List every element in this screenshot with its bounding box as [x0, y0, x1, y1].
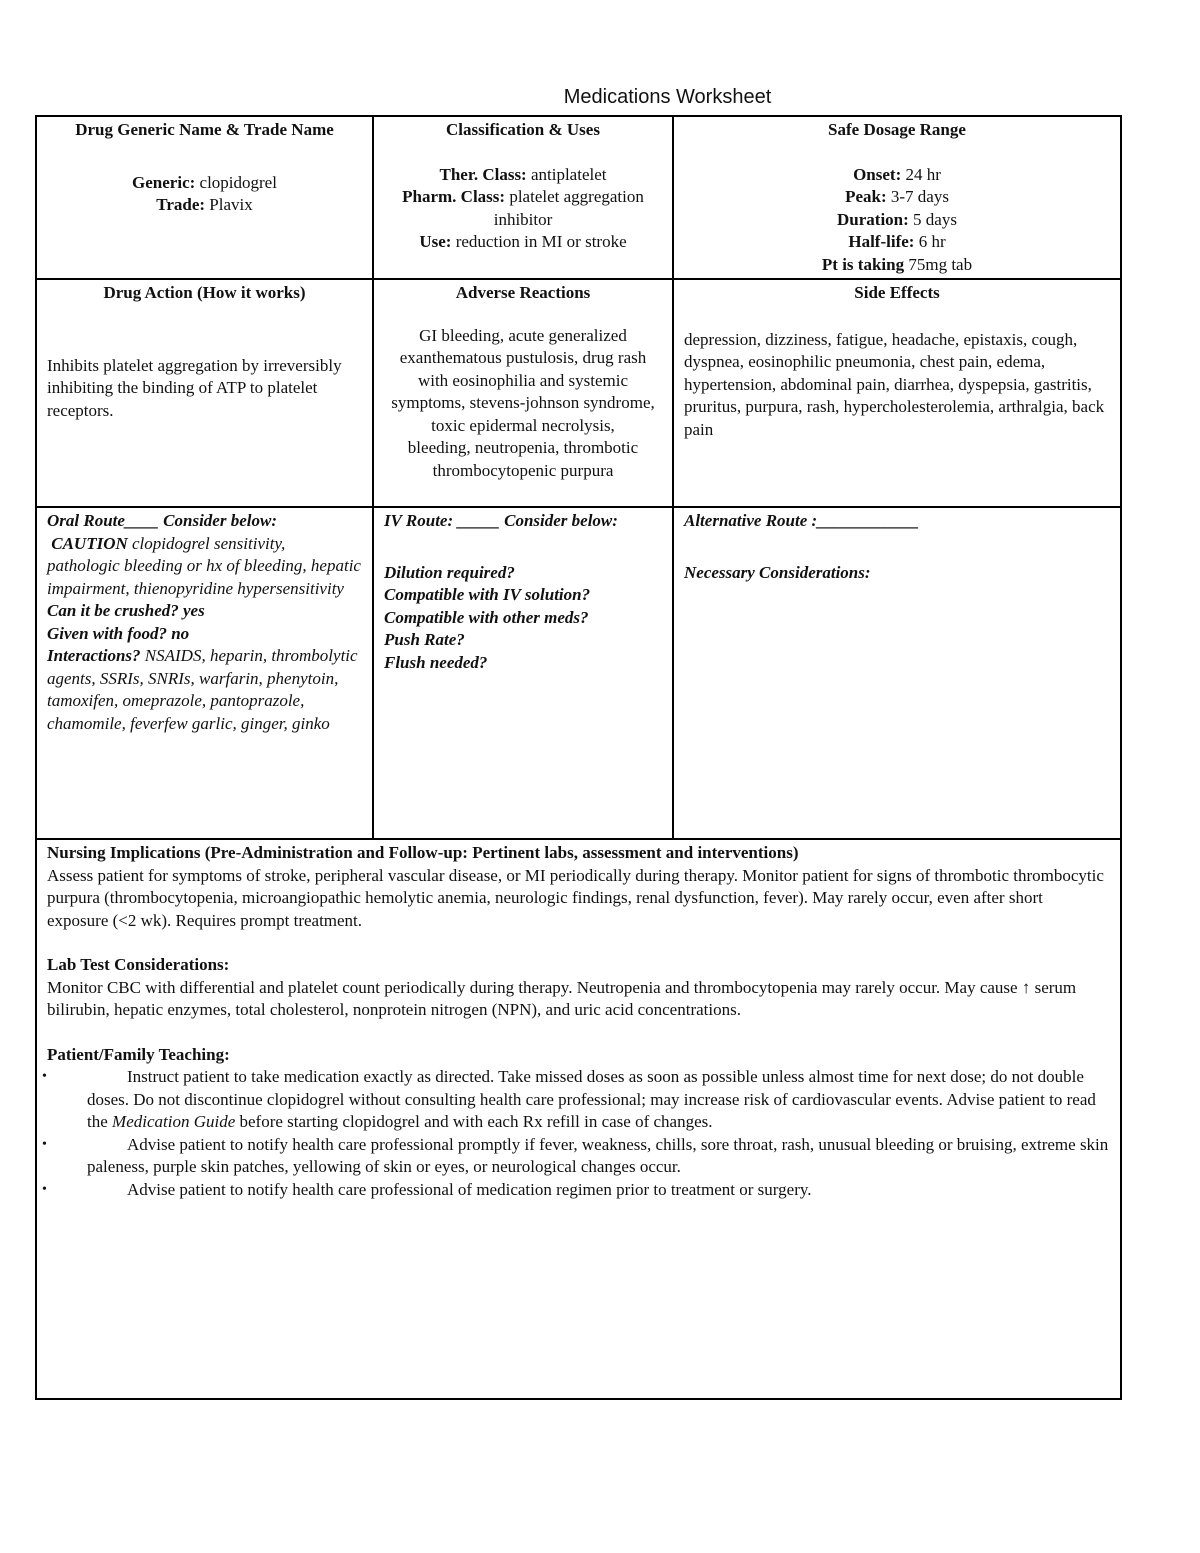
interactions-text: NSAIDS, heparin, thrombolytic agents, SSRIs, SNRIs, warfarin, phenytoin, tamoxifen, omeprazole, pantoprazole, chamomile, feverfew garlic, ginger, ginko	[47, 646, 358, 733]
drug-action-text: Inhibits platelet aggregation by irreversibly inhibiting the binding of ATP to platelet receptors.	[47, 355, 342, 420]
alternative-route-cell	[674, 508, 1120, 838]
dosage-header: Safe Dosage Range	[828, 120, 966, 139]
trade-label: Trade:	[156, 195, 206, 214]
ther-class-label: Ther. Class:	[439, 164, 527, 184]
adverse-reactions-text: GI bleeding, acute generalized exanthematous pustulosis, drug rash with eosinophilia and systemic symptoms, stevens-johnson syndrome, toxic epidermal necrolysis,	[391, 325, 655, 435]
onset-value: 24 hr	[905, 164, 941, 184]
caution-label: CAUTION	[51, 533, 128, 553]
drug-name-header: Drug Generic Name & Trade Name	[75, 120, 334, 139]
push-rate-question: Push Rate?	[384, 630, 465, 649]
halflife-label: Half-life:	[848, 232, 915, 251]
teaching-header: Patient/Family Teaching:	[47, 1044, 230, 1064]
food-question: Given with food? no	[47, 623, 190, 643]
adverse-reactions-cell	[374, 280, 674, 506]
use-value: reduction in MI or stroke	[455, 232, 627, 251]
dosage-cell	[674, 117, 1120, 278]
other-meds-question: Compatible with other meds?	[384, 607, 589, 627]
table-row	[37, 508, 1120, 840]
side-effects-cell	[674, 280, 1120, 506]
list-item: • Advise patient to notify health care professional promptly if fever, weakness, chills, sore throat, rash, unusual bleeding or bruising, extreme skin paleness, purple skin patches, yellowing of skin or eyes, or neurological changes occur.	[42, 1134, 1109, 1176]
pt-taking-value: 75mg tab	[908, 254, 973, 274]
interactions-label: Interactions?	[47, 646, 141, 665]
bullet-icon: •	[42, 1181, 47, 1197]
list-item: • Instruct patient to take medication exactly as directed. Take missed doses as soon as possible unless almost time for next dose; do not double doses. Do not discontinue clopidogrel without consulting health care professional; may increase risk of cardiovascular events. Advise patient to read the Medication Guide before starting clopidogrel and with each Rx refill in case of changes.	[42, 1067, 1096, 1131]
dilution-question: Dilution required?	[384, 562, 515, 582]
generic-label: Generic:	[132, 172, 196, 192]
iv-route-cell	[374, 508, 674, 838]
nursing-implications-section	[37, 840, 1120, 1201]
caution-text: clopidogrel sensitivity, pathologic bleeding or hx of bleeding, hepatic impairment, thienopyridine hypersensitivity	[47, 533, 361, 598]
crushed-question: Can it be crushed? yes	[47, 601, 205, 620]
classification-header: Classification & Uses	[446, 120, 600, 139]
page-title: Medications Worksheet	[563, 86, 772, 108]
table-row	[37, 117, 1120, 280]
teaching-list	[42, 1066, 1120, 1201]
iv-route-label: IV Route: _____ Consider below:	[384, 511, 618, 530]
duration-label: Duration:	[837, 209, 909, 229]
adverse-reactions-header: Adverse Reactions	[455, 283, 591, 302]
pharm-class-value: platelet aggregation inhibitor	[493, 187, 644, 229]
iv-solution-question: Compatible with IV solution?	[384, 585, 591, 604]
oral-route-cell	[37, 508, 374, 838]
bullet-icon: •	[42, 1136, 47, 1152]
bullet-icon: •	[42, 1069, 47, 1084]
onset-label: Onset:	[853, 164, 902, 184]
generic-value: clopidogrel	[199, 172, 277, 192]
pharm-class-label: Pharm. Class:	[402, 187, 506, 206]
halflife-value: 6 hr	[918, 232, 946, 251]
adverse-reactions-text-2: bleeding, neutropenia, thrombotic thrombocytopenic purpura	[407, 438, 639, 480]
drug-action-cell	[37, 280, 374, 506]
trade-value: Plavix	[209, 195, 253, 214]
nursing-header: Nursing Implications (Pre-Administration and Follow-up: Pertinent labs, assessment and interventions)	[47, 843, 799, 862]
list-item: • Advise patient to notify health care professional of medication regimen prior to treatment or surgery.	[47, 1179, 1120, 1202]
worksheet-table	[35, 115, 1122, 1400]
use-label: Use:	[419, 232, 452, 251]
oral-route-label: Oral Route____ Consider below:	[47, 511, 277, 530]
ther-class-value: antiplatelet	[530, 164, 607, 184]
necessary-considerations: Necessary Considerations:	[684, 562, 871, 582]
drug-name-cell	[37, 117, 374, 278]
peak-value: 3-7 days	[890, 187, 949, 206]
peak-label: Peak:	[845, 187, 887, 206]
pt-taking-label: Pt is taking	[821, 254, 905, 274]
table-row	[37, 280, 1120, 508]
alternative-route-label: Alternative Route :____________	[684, 511, 920, 530]
nursing-text: Assess patient for symptoms of stroke, peripheral vascular disease, or MI periodically during therapy. Monitor patient for signs of thrombotic thrombocytic purpura (thrombocytopenia, microangiopathic hemolytic anemia, neurologic findings, renal dysfunction, fever). May rarely occur, even after short exposure (<2 wk). Requires prompt treatment.	[47, 865, 1104, 930]
duration-value: 5 days	[913, 209, 957, 229]
side-effects-header: Side Effects	[854, 283, 940, 302]
drug-action-header: Drug Action (How it works)	[103, 283, 306, 302]
classification-cell	[374, 117, 674, 278]
lab-header: Lab Test Considerations:	[47, 955, 230, 974]
flush-question: Flush needed?	[384, 652, 488, 672]
side-effects-text: depression, dizziness, fatigue, headache, epistaxis, cough, dyspnea, eosinophilic pneumonia, chest pain, edema, hypertension, abdominal pain, diarrhea, dyspepsia, gastritis, pruritus, purpura, rash, hypercholesterolemia, arthralgia, back pain	[684, 329, 1105, 439]
lab-text: Monitor CBC with differential and platelet count periodically during therapy. Neutropenia and thrombocytopenia may rarely occur. May cause ↑ serum bilirubin, hepatic enzymes, total cholesterol, nonprotein nitrogen (NPN), and uric acid concentrations.	[47, 977, 1077, 1019]
